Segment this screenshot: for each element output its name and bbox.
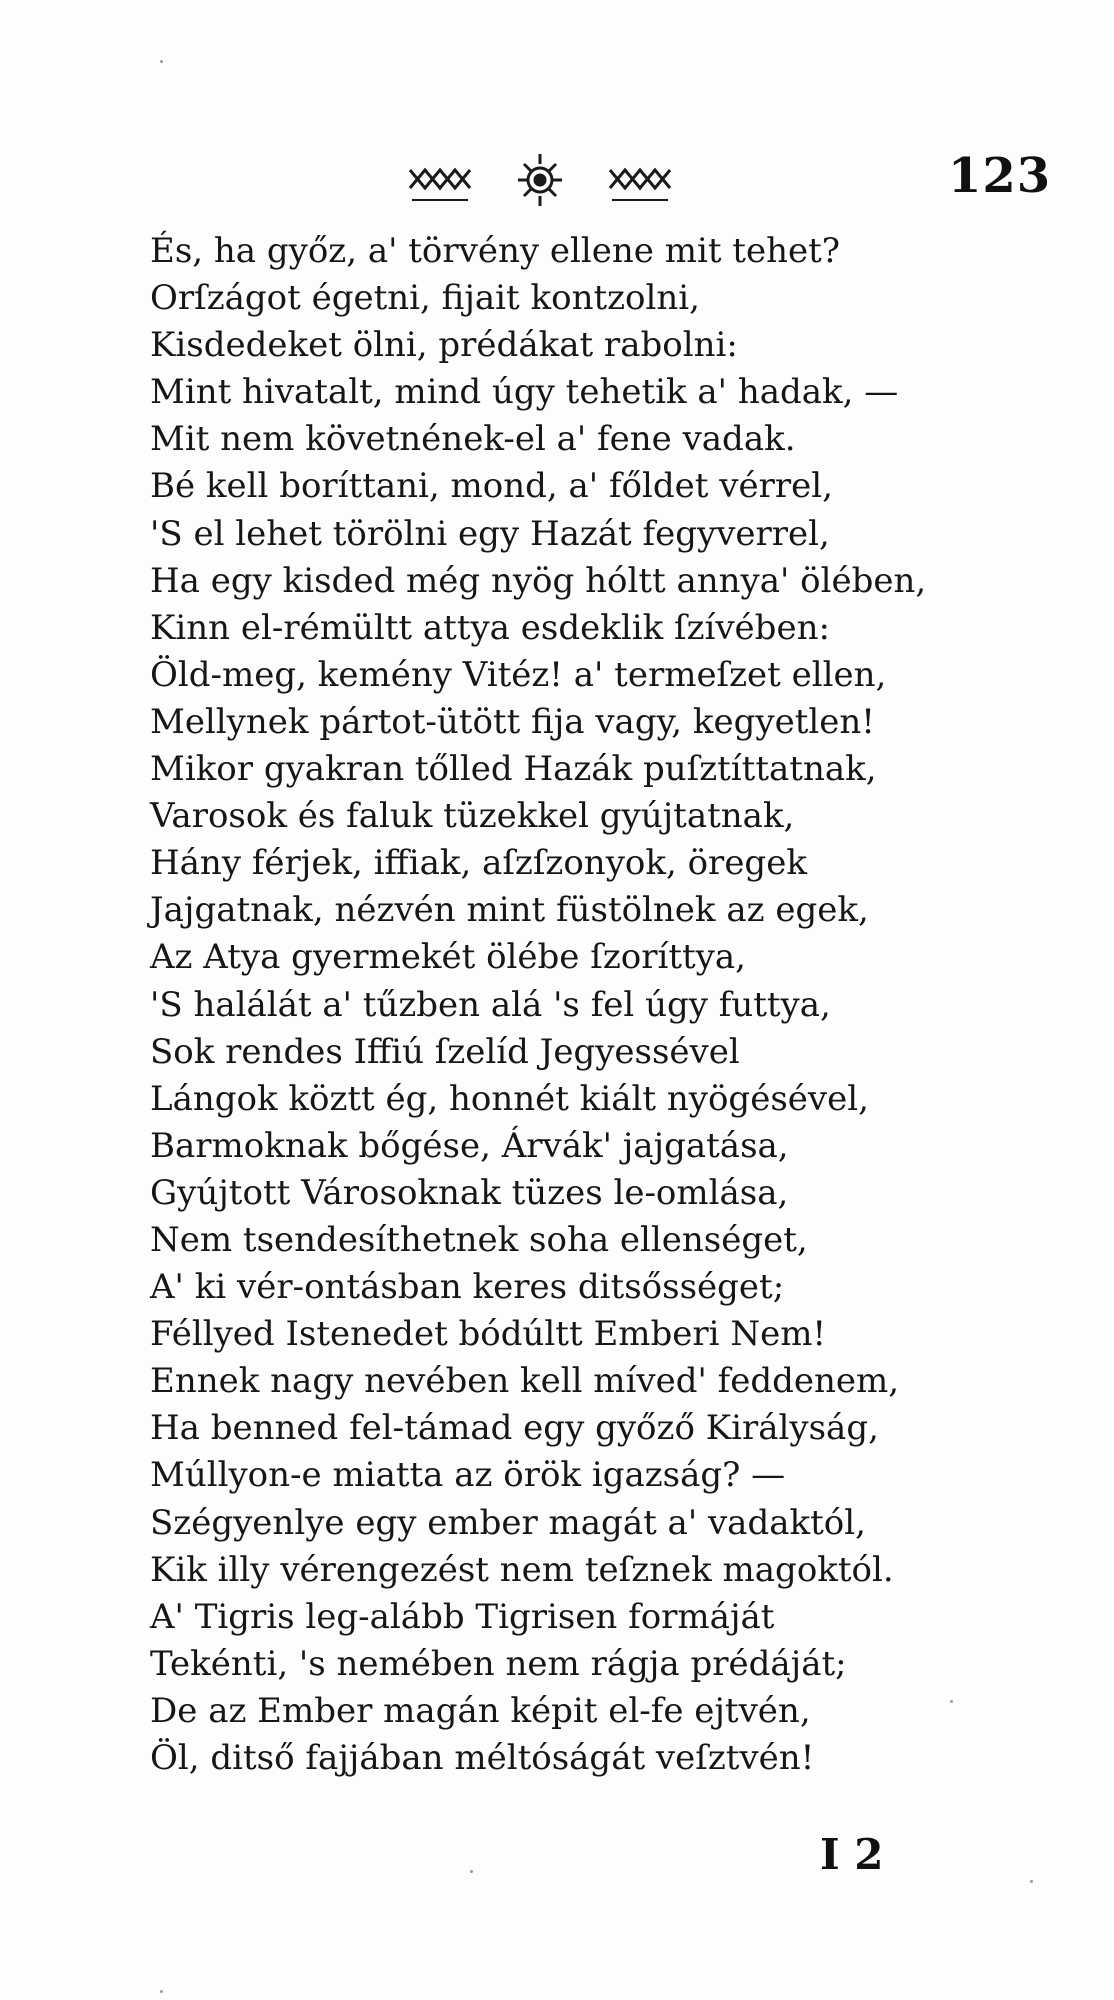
poem-line: Barmoknak bőgése, Árvák' jajgatása, [150,1125,789,1166]
poem-line: Sok rendes Iffiú ſzelíd Jegyessével [150,1031,740,1072]
page-number: 123 [948,148,1052,204]
paper-speck [1030,1880,1033,1883]
poem-line: És, ha győz, a' törvény ellene mit tehet? [150,231,840,271]
poem-line: Kisdedeket ölni, prédákat rabolni: [150,325,738,366]
poem-line: Hány férjek, iffiak, aſzſzonyok, öregek [150,843,807,884]
poem-line: Ennek nagy nevében kell míved' feddenem, [150,1361,900,1402]
paper-speck [160,60,163,63]
poem-line: Mint hivatalt, mind úgy tehetik a' hadak, — [150,372,899,413]
poem-line: A' ki vér-ontásban keres ditsősséget; [150,1267,785,1308]
poem-line: Ha egy kisded még nyög hóltt annya' ölében, [150,560,927,601]
poem-line: Kinn el-rémültt attya esdeklik ſzívében: [150,607,830,648]
poem-line: Lángok köztt ég, honnét kiált nyögésével, [150,1078,869,1119]
poem-line: Mikor gyakran tőlled Hazák puſztíttatnak, [150,749,877,790]
poem-line: 'S el lehet törölni egy Hazát fegyverrel, [150,513,830,554]
poem-line: Féllyed Istenedet bódúltt Emberi Nem! [150,1314,827,1355]
poem-line: Gyújtott Városoknak tüzes le-omlása, [150,1172,789,1213]
poem-line: 'S halálát a' tűzben alá 's fel úgy futtya, [150,984,831,1025]
poem-line: Varosok és faluk tüzekkel gyújtatnak, [150,796,795,837]
poem-line: Mellynek pártot-ütött fija vagy, kegyetlen! [150,701,875,742]
poem-line: Jajgatnak, nézvén mint füstölnek az egek, [150,890,869,931]
poem-line: Öl, ditső fajjában méltóságát veſztvén! [150,1738,815,1778]
poem-line: Orſzágot égetni, fijait kontzolni, [150,278,700,319]
decorative-headpiece-icon [400,150,680,210]
paper-speck [160,1990,163,1993]
poem-text [150,228,930,1782]
poem-line: Öld-meg, kemény Vitéz! a' termeſzet ellen, [150,654,887,695]
poem-line: Ha benned fel-támad egy győző Királyság, [150,1408,879,1449]
poem-line: Mit nem követnének-el a' fene vadak. [150,419,796,460]
signature-mark: I 2 [820,1830,884,1879]
poem-line: Szégyenlye egy ember magát a' vadaktól, [150,1502,866,1543]
poem-line: Nem tsendesíthetnek soha ellenséget, [150,1219,808,1260]
poem-line: De az Ember magán képit el-fe ejtvén, [150,1690,811,1731]
poem-line: Kik illy vérengezést nem teſznek magoktól. [150,1549,894,1590]
poem-line: Bé kell boríttani, mond, a' főldet vérrel, [150,466,833,507]
paper-speck [950,1700,953,1703]
poem-line: Múllyon-e miatta az örök igazság? — [150,1455,786,1496]
poem-line: Az Atya gyermekét ölébe ſzoríttya, [150,937,746,978]
paper-speck [470,1870,473,1873]
poem-line: A' Tigris leg-alább Tigrisen formáját [150,1596,775,1637]
poem-line: Tekénti, 's nemében nem rágja prédáját; [150,1643,847,1684]
